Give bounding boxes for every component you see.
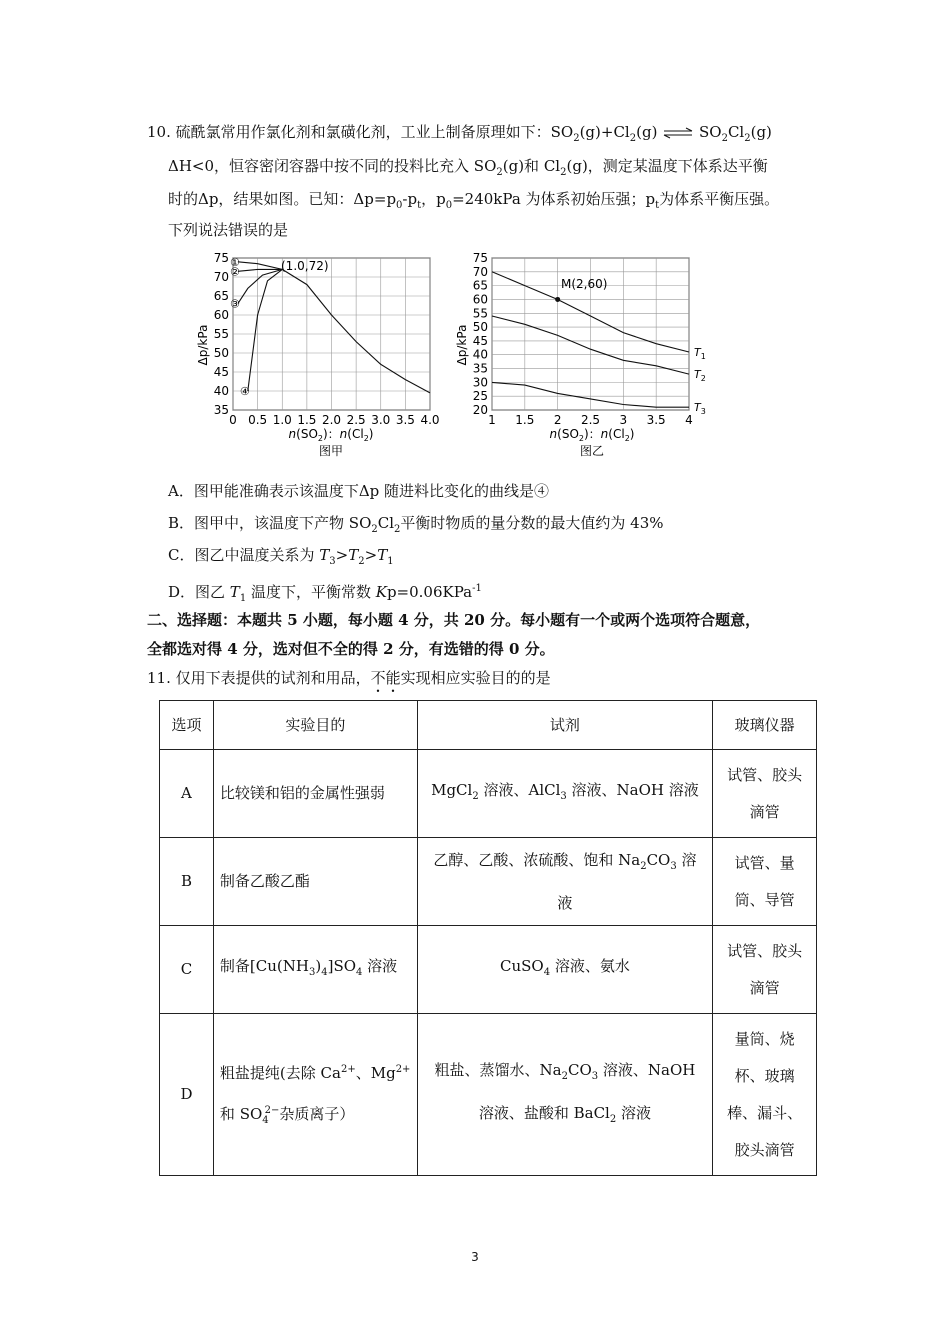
x-tick-label: 2	[553, 413, 562, 427]
q10-line3: 时的Δp，结果如图。已知：$\Delta p=p_0-p_t$，$p_0=240kPa$ 为体系初始压强；$p_t$为体系平衡压强。	[168, 190, 780, 211]
yi-point-label: M(2,60)	[561, 277, 608, 291]
x-tick-label: 4	[685, 413, 693, 427]
reagent-cell: 乙醇、乙酸、浓硫酸、饱和 $Na_2CO_3$ 溶 液	[417, 838, 712, 926]
purpose-cell: 制备$[Cu(NH_3)_4]SO_4$ 溶液	[213, 926, 417, 1014]
y-tick-label: 55	[472, 306, 488, 321]
y-tick-label: 65	[472, 278, 488, 293]
y-tick-label: 35	[213, 403, 229, 417]
purpose-cell: 粗盐提纯(去除 $Ca^{2+}$、$Mg^{2+}$ 和 $SO_4^{2-}$杂质离子）	[213, 1014, 417, 1176]
y-tick-label: 35	[472, 361, 488, 376]
series-line	[238, 262, 282, 270]
y-tick-label: 40	[472, 347, 488, 362]
purpose-cell: 比较镁和铝的金属性强弱	[213, 750, 417, 838]
series-label: ④	[239, 385, 250, 398]
x-tick-label: 3	[619, 413, 628, 427]
table-row	[160, 750, 817, 838]
option-cell: A	[160, 750, 214, 838]
q10-option-d: D．图乙 $T_1$ 温度下，平衡常数 Kp=0.06KPa$^{-1}$	[168, 583, 482, 604]
glass-cell: 量筒、烧 杯、玻璃 棒、漏斗、 胶头滴管	[713, 1014, 817, 1176]
table-row	[160, 926, 817, 1014]
q10-option-c: C．图乙中温度关系为 $T_3>T_2>T_1$	[168, 546, 394, 567]
glass-cell: 试管、量 筒、导管	[713, 838, 817, 926]
y-tick-label: 55	[213, 327, 229, 341]
series-label: ③	[229, 297, 240, 311]
series-label: $T_2$	[694, 368, 706, 384]
q10-line4: 下列说法错误的是	[168, 221, 289, 239]
y-tick-label: 40	[213, 384, 229, 398]
q10-option-a: A．图甲能准确表示该温度下Δp 随进料比变化的曲线是④	[168, 482, 550, 500]
y-tick-label: 30	[472, 375, 488, 390]
y-tick-label: 70	[213, 270, 229, 284]
section2-line1: 二、选择题：本题共 5 小题，每小题 4 分，共 20 分。每小题有一个或两个选项符合题意，	[147, 611, 761, 629]
q10-option-b: B．图甲中，该温度下产物 $SO_2Cl_2$平衡时物质的量分数的最大值约为 43%	[168, 514, 664, 535]
x-tick-label: 4.0	[420, 413, 440, 427]
x-tick-label: 0.5	[248, 413, 268, 427]
series-line	[248, 269, 282, 391]
table-header: 选项	[160, 701, 214, 750]
series-label: ②	[229, 265, 240, 279]
x-tick-label: 3.5	[646, 413, 666, 427]
y-tick-label: 60	[472, 292, 488, 307]
x-tick-label: 3.5	[395, 413, 415, 427]
q10-figures	[195, 250, 715, 465]
glass-cell: 试管、胶头 滴管	[713, 926, 817, 1014]
section2-line2: 全都选对得 4 分，选对但不全的得 2 分，有选错的得 0 分。	[147, 640, 555, 658]
purpose-cell: 制备乙酸乙酯	[213, 838, 417, 926]
y-tick-label: 70	[472, 264, 488, 279]
x-tick-label: 1.5	[297, 413, 317, 427]
reagent-cell: MgCl$_2$ 溶液、AlCl$_3$ 溶液、NaOH 溶液	[417, 750, 712, 838]
x-tick-label: 2.5	[580, 413, 601, 427]
y-tick-label: 75	[213, 251, 229, 265]
series-label: $T_3$	[694, 401, 706, 417]
reagent-cell: 粗盐、蒸馏水、$Na_2CO_3$ 溶液、NaOH 溶液、盐酸和 BaCl$_2$ 溶液	[417, 1014, 712, 1176]
x-tick-label: 2.0	[321, 413, 342, 427]
option-cell: D	[160, 1014, 214, 1176]
y-tick-label: 20	[472, 403, 488, 417]
q10-figures-svg	[195, 250, 715, 465]
page-number: 3	[471, 1250, 479, 1264]
table-header: 实验目的	[213, 701, 417, 750]
q10-line2: ΔH<0，恒容密闭容器中按不同的投料比充入 $SO_2(g)$和 $Cl_2(g)$，测定某温度下体系达平衡	[168, 157, 768, 178]
jia-point-label: (1.0,72)	[281, 259, 329, 273]
option-cell: B	[160, 838, 214, 926]
y-tick-label: 60	[213, 308, 229, 322]
experiment-table	[159, 700, 817, 1176]
series-label: $T_1$	[694, 345, 706, 361]
x-tick-label: 1	[488, 413, 496, 427]
jia-xlabel: $n(SO_2)$：$n(Cl_2)$	[288, 427, 374, 443]
x-tick-label: 3.0	[371, 413, 391, 427]
y-tick-label: 65	[213, 289, 229, 303]
table-header: 试剂	[417, 701, 712, 750]
y-tick-label: 50	[213, 346, 229, 360]
x-tick-label: 0	[229, 413, 237, 427]
x-tick-label: 1.0	[272, 413, 292, 427]
y-tick-label: 25	[472, 389, 488, 404]
glass-cell: 试管、胶头 滴管	[713, 750, 817, 838]
table-row	[160, 1014, 817, 1176]
y-tick-label: 75	[472, 251, 488, 265]
table-header: 玻璃仪器	[713, 701, 817, 750]
yi-ylabel: Δp/kPa	[455, 324, 469, 366]
marked-point	[555, 297, 560, 302]
yi-caption: 图乙	[579, 444, 605, 458]
jia-caption: 图甲	[318, 444, 344, 458]
series-label: ①	[229, 255, 240, 269]
y-tick-label: 45	[213, 365, 229, 379]
x-tick-label: 1.5	[515, 413, 535, 427]
reagent-cell: CuSO$_4$ 溶液、氨水	[417, 926, 712, 1014]
y-tick-label: 45	[472, 333, 488, 348]
x-tick-label: 2.5	[346, 413, 366, 427]
q11-stem: 11. 仅用下表提供的试剂和用品，不能实现相应实验目的的是	[147, 669, 551, 687]
option-cell: C	[160, 926, 214, 1014]
jia-ylabel: Δp/kPa	[196, 324, 210, 366]
equilibrium-arrow-icon	[662, 127, 694, 139]
q10-line1: 10. 硫酰氯常用作氯化剂和氯磺化剂，工业上制备原理如下：$SO_2(g)+Cl_2(g)$ $SO_2Cl_2(g)$	[147, 123, 772, 144]
table-row	[160, 838, 817, 926]
y-tick-label: 50	[472, 320, 488, 335]
yi-xlabel: $n(SO_2)$：$n(Cl_2)$	[549, 427, 635, 443]
table-header-row	[160, 701, 817, 750]
